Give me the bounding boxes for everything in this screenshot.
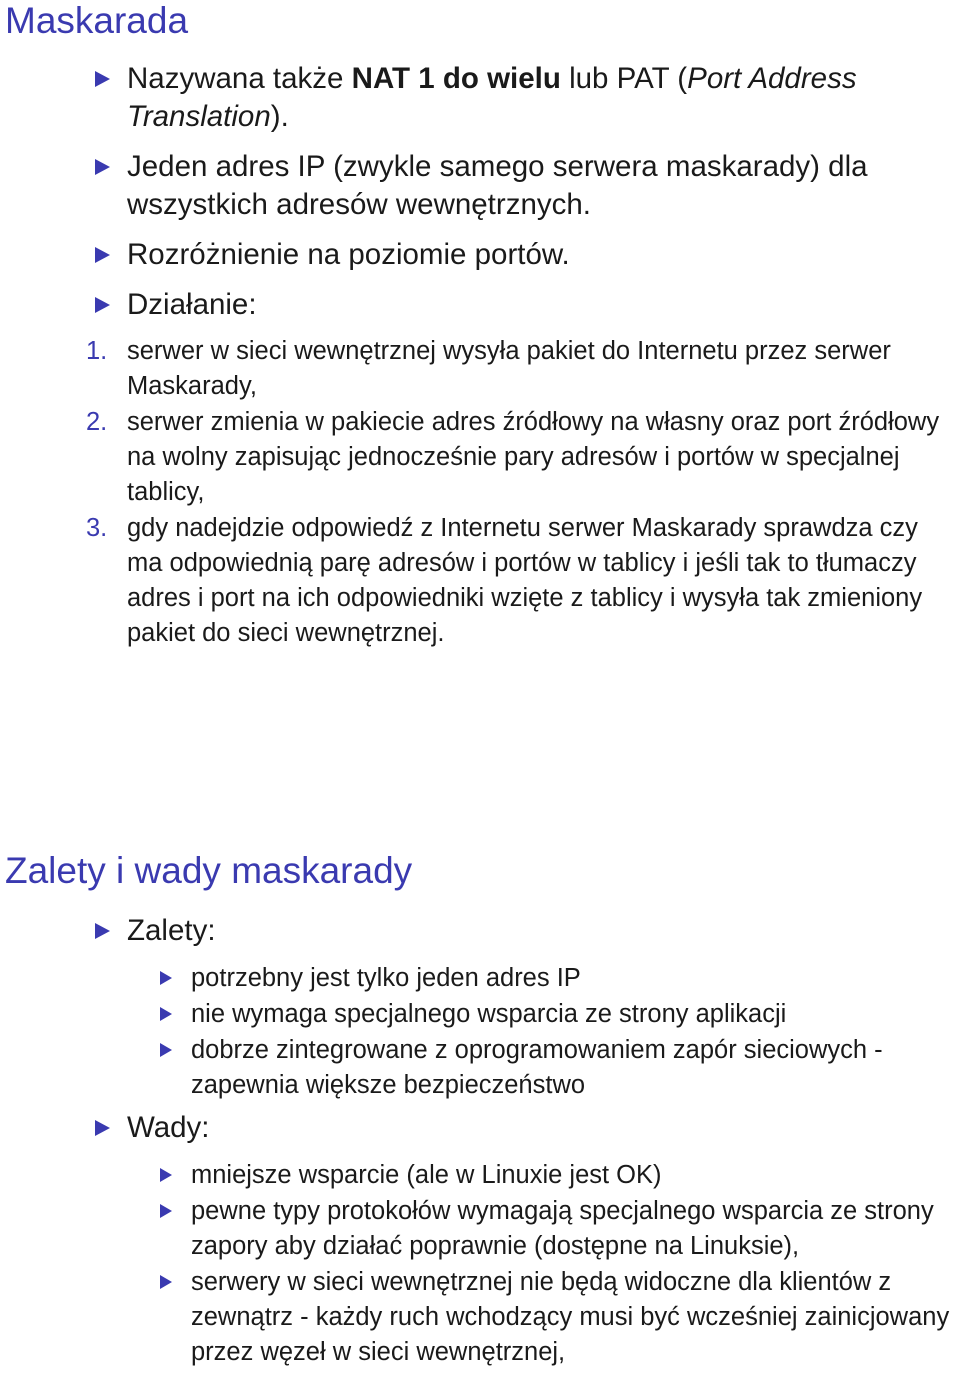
item-text: Rozróżnienie na poziomie portów. (127, 238, 570, 271)
main-bullet-list (0, 60, 960, 652)
triangle-bullet-icon (160, 1275, 172, 1289)
item-text-italic: Port Address Translation (127, 62, 857, 133)
triangle-bullet-icon (160, 1204, 172, 1218)
step-text: serwer zmienia w pakiecie adres źródłowy na własny oraz port źródłowy na wolny zapisując jednocześnie pary adresów i portów w specjalnej tablicy, (127, 408, 940, 506)
numbered-step (64, 511, 960, 651)
triangle-bullet-icon (95, 247, 110, 263)
item-text: pewne typy protokołów wymagają specjalnego wsparcia ze strony zapory aby działać poprawnie (dostępne na Linuksie), (191, 1197, 934, 1260)
pros-list (64, 961, 960, 1103)
list-item (0, 148, 960, 224)
list-item (64, 1265, 960, 1370)
step-text: serwer w sieci wewnętrznej wysyła pakiet do Internetu przez serwer Maskarady, (127, 337, 891, 400)
cons-list (64, 1158, 960, 1370)
list-item (64, 1158, 960, 1193)
main-bullet-list (0, 912, 960, 1370)
item-text-bold: NAT 1 do wielu (351, 62, 561, 95)
item-text: potrzebny jest tylko jeden adres IP (191, 964, 581, 992)
triangle-bullet-icon (160, 971, 172, 985)
item-text: dobrze zintegrowane z oprogramowaniem zapór sieciowych - zapewnia większe bezpieczeństwo (191, 1036, 883, 1099)
list-item-pros (0, 912, 960, 1103)
list-item (0, 236, 960, 274)
triangle-bullet-icon (160, 1043, 172, 1057)
list-item-cons (0, 1109, 960, 1370)
triangle-bullet-icon (95, 923, 110, 939)
triangle-bullet-icon (95, 1120, 110, 1136)
item-text: Działanie: (127, 288, 257, 321)
item-text: serwery w sieci wewnętrznej nie będą widoczne dla klientów z zewnątrz - każdy ruch wchodzący musi być wcześniej zainicjowany przez węzeł w sieci wewnętrznej, (191, 1268, 950, 1366)
step-number: 2. (86, 408, 108, 436)
triangle-bullet-icon (95, 71, 110, 87)
list-item (64, 1194, 960, 1264)
numbered-step (64, 405, 960, 510)
triangle-bullet-icon (160, 1007, 172, 1021)
item-text: nie wymaga specjalnego wsparcia ze strony aplikacji (191, 1000, 787, 1028)
slide-title: Zalety i wady maskarady (5, 850, 413, 891)
pros-label: Zalety: (127, 914, 216, 947)
step-text: gdy nadejdzie odpowiedź z Internetu serwer Maskarady sprawdza czy ma odpowiednią parę adresów i portów w tablicy i jeśli tak to tłumaczy adres i port na ich odpowiedniki wzięte z tablicy i wysyła tak zmieniony pakiet do sieci wewnętrznej. (127, 514, 923, 647)
triangle-bullet-icon (160, 1168, 172, 1182)
list-item (0, 60, 960, 136)
step-number: 1. (86, 337, 108, 365)
item-text-suffix: ). (270, 100, 289, 133)
list-item (64, 997, 960, 1032)
step-number: 3. (86, 514, 108, 542)
item-text: Jeden adres IP (zwykle samego serwera maskarady) dla wszystkich adresów wewnętrznych. (127, 150, 868, 221)
numbered-step (64, 334, 960, 404)
cons-label: Wady: (127, 1111, 210, 1144)
item-text-middle: lub PAT ( (560, 62, 688, 95)
item-text: mniejsze wsparcie (ale w Linuxie jest OK) (191, 1161, 662, 1189)
slide-title: Maskarada (5, 0, 189, 41)
list-item (64, 961, 960, 996)
list-item (64, 1033, 960, 1103)
triangle-bullet-icon (95, 159, 110, 175)
item-text-prefix: Nazywana także (127, 62, 352, 95)
numbered-steps-list (86, 334, 960, 651)
list-item (0, 286, 960, 651)
triangle-bullet-icon (95, 297, 110, 313)
